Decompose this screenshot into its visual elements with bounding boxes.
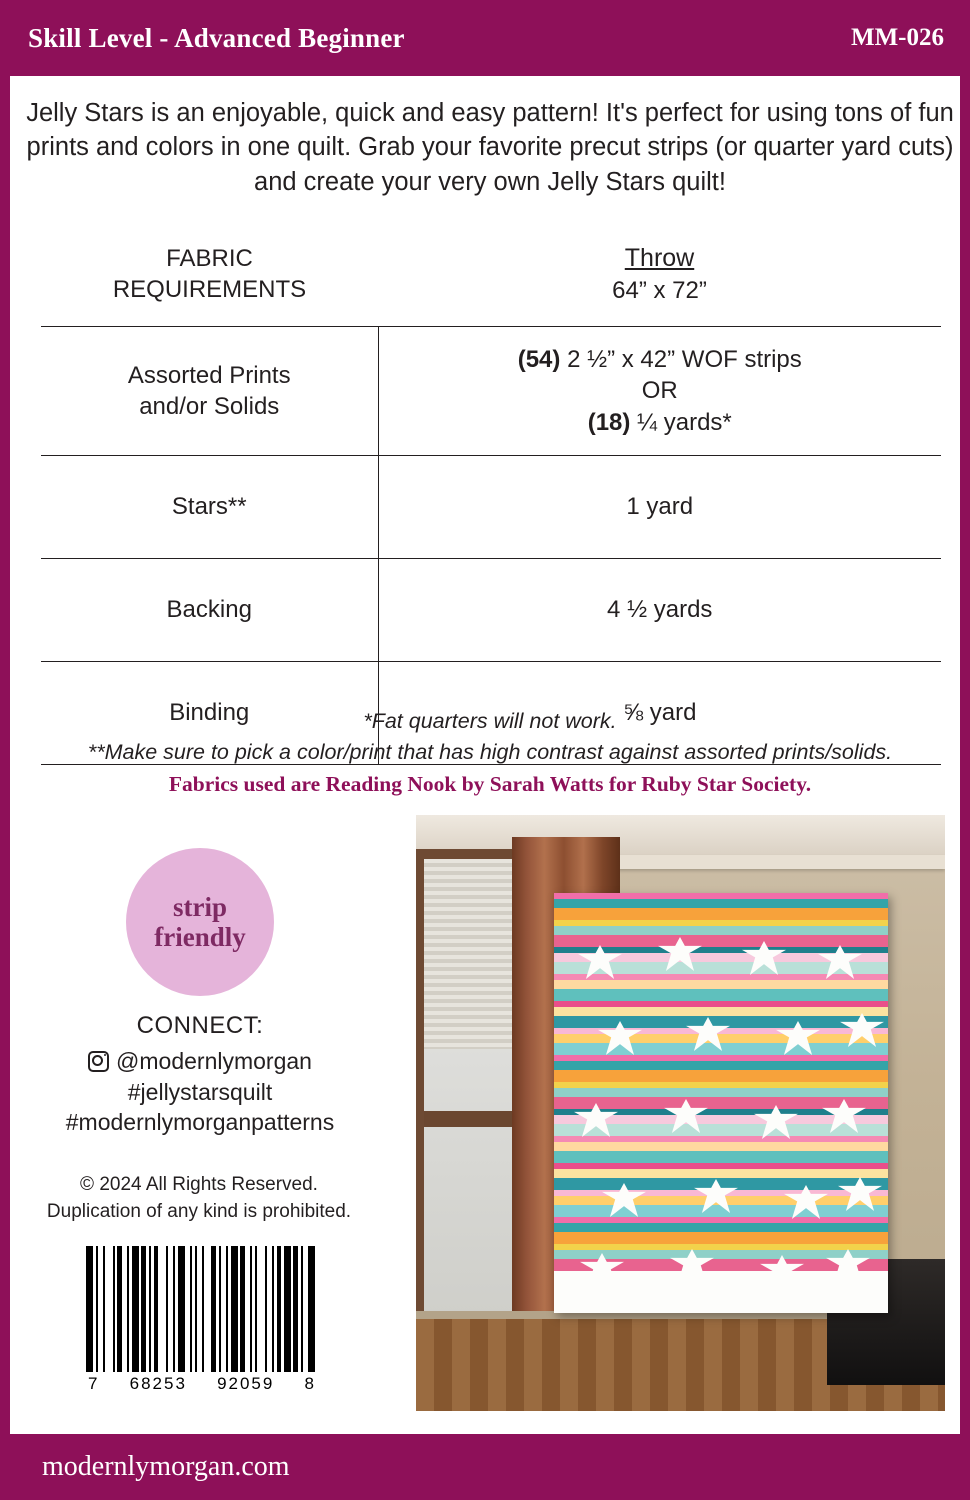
quilt-photo xyxy=(416,815,945,1411)
quilt-strip xyxy=(554,1232,888,1244)
photo-quilt xyxy=(554,893,888,1313)
quilt-strip xyxy=(554,1034,888,1043)
fabrics-credit: Fabrics used are Reading Nook by Sarah Watts for Ruby Star Society. xyxy=(168,772,812,797)
barcode-group2: 92059 xyxy=(217,1374,275,1393)
row-value-line1 xyxy=(385,344,936,375)
quilt-strip xyxy=(554,899,888,908)
quilt-strip xyxy=(554,1151,888,1163)
copyright-block xyxy=(34,1172,364,1225)
website-text: modernlymorgan.com xyxy=(42,1451,290,1482)
quilt-strip xyxy=(554,1169,888,1178)
fabric-label-line2: REQUIREMENTS xyxy=(112,276,307,303)
quilt-strip xyxy=(554,1007,888,1016)
barcode-digits xyxy=(86,1374,318,1394)
barcode-group1: 68253 xyxy=(129,1374,187,1393)
strip-friendly-badge xyxy=(126,848,274,996)
quilt-strip xyxy=(554,980,888,989)
row-value-text: 2 ½” x 42” WOF strips xyxy=(560,346,802,374)
row-value-text-alt: ¼ yards* xyxy=(630,408,732,436)
quilt-strip xyxy=(554,989,888,1001)
table-header-label xyxy=(41,222,378,327)
table-row xyxy=(41,559,941,662)
quilt-strip xyxy=(554,926,888,935)
row-label: Stars** xyxy=(41,456,378,559)
hashtag-modernlymorganpatterns: #modernlymorganpatterns xyxy=(65,1109,335,1136)
quilt-strip xyxy=(554,1097,888,1109)
skill-level-text: Skill Level - Advanced Beginner xyxy=(28,22,405,53)
badge-line2: friendly xyxy=(154,922,246,952)
barcode-right-digit: 8 xyxy=(304,1374,316,1393)
quilt-strip xyxy=(554,1070,888,1082)
pattern-code: MM-026 xyxy=(850,24,944,51)
row-label: Binding xyxy=(41,662,378,765)
table-header-size xyxy=(378,222,941,327)
quilt-strip xyxy=(554,935,888,947)
row-value: ⅝ yard xyxy=(378,662,941,765)
row-value-line2: OR xyxy=(641,377,678,405)
quilt-strip xyxy=(554,1223,888,1232)
instagram-handle: @modernlymorgan xyxy=(116,1048,312,1074)
hashtag-jellystarsquilt: #jellystarsquilt xyxy=(127,1078,273,1105)
fabric-label-line1: FABRIC xyxy=(166,244,253,272)
footnote-fat-quarters: *Fat quarters will not work. xyxy=(363,709,617,733)
footer-bar xyxy=(0,1434,970,1500)
table-row xyxy=(41,327,941,456)
row-value-count-alt: (18) xyxy=(587,408,631,436)
quilt-strip xyxy=(554,1205,888,1217)
row-value: 4 ½ yards xyxy=(378,559,941,662)
row-label-line1: Assorted Prints xyxy=(127,361,291,389)
instagram-handle-row[interactable] xyxy=(40,1046,360,1077)
row-value: 1 yard xyxy=(378,456,941,559)
barcode-left-digit: 7 xyxy=(88,1374,100,1393)
header-bar xyxy=(0,0,970,76)
footnote-contrast: **Make sure to pick a color/print that has high contrast against assorted prints/solids. xyxy=(87,740,893,765)
barcode-block xyxy=(86,1246,318,1394)
badge-line1: strip xyxy=(173,891,227,922)
connect-title: CONNECT: xyxy=(136,1012,264,1039)
copyright-line1: © 2024 All Rights Reserved. xyxy=(80,1174,318,1195)
footnotes xyxy=(24,706,956,797)
table-row xyxy=(41,456,941,559)
row-value xyxy=(378,327,941,456)
instagram-icon xyxy=(88,1051,109,1072)
size-dimensions: 64” x 72” xyxy=(612,276,707,304)
quilt-strip xyxy=(554,1142,888,1151)
table-header-row xyxy=(41,222,941,327)
row-value-line3 xyxy=(385,407,936,438)
connect-block xyxy=(40,1012,360,1138)
copyright-line2: Duplication of any kind is prohibited. xyxy=(46,1200,352,1222)
quilt-strip xyxy=(554,1061,888,1070)
row-label: Backing xyxy=(41,559,378,662)
row-label xyxy=(41,327,378,456)
quilt-strip xyxy=(554,1088,888,1097)
barcode-image xyxy=(86,1246,318,1372)
row-value-count: (54) xyxy=(517,346,561,374)
size-name: Throw xyxy=(624,244,695,273)
fabric-requirements-table xyxy=(41,222,941,765)
intro-paragraph: Jelly Stars is an enjoyable, quick and easy pattern! It's perfect for using tons of fun prints and colors in one quilt. Grab your favorite precut strips (or quarter yard cuts) and create your very own Jelly Stars quilt! xyxy=(26,99,954,196)
quilt-strip xyxy=(554,908,888,920)
row-label-line2: and/or Solids xyxy=(139,393,280,420)
